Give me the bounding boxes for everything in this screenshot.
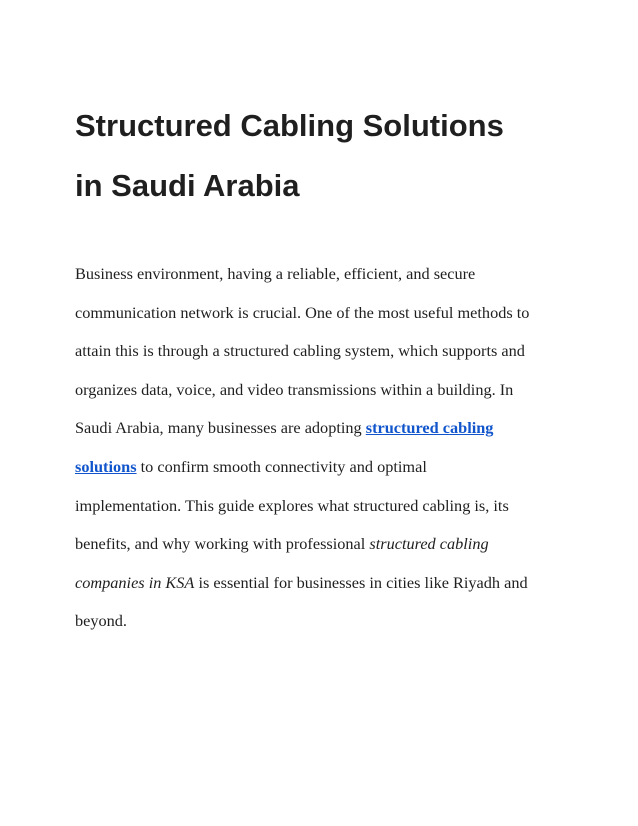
- paragraph-line: [75, 448, 595, 487]
- paragraph-line: communication network is crucial. One of the most useful methods to: [75, 302, 530, 322]
- paragraph-line: beyond.: [75, 611, 127, 631]
- paragraph-line: Business environment, having a reliable, efficient, and secure: [75, 264, 476, 283]
- structured-cabling-link-part-1[interactable]: structured cabling: [365, 418, 494, 438]
- page-title: [75, 96, 595, 216]
- title-line-1: Structured Cabling Solutions: [75, 108, 504, 143]
- title-line-2: in Saudi Arabia: [75, 168, 300, 203]
- paragraph-text: benefits, and why working with professional: [75, 534, 370, 554]
- paragraph-line: organizes data, voice, and video transmissions within a building. In: [75, 379, 514, 399]
- emphasis-text: companies in KSA: [75, 572, 195, 592]
- intro-paragraph: [75, 255, 595, 641]
- paragraph-line: [75, 525, 595, 564]
- paragraph-line: [75, 564, 595, 603]
- emphasis-text: structured cabling: [369, 534, 489, 554]
- paragraph-text: is essential for businesses in cities like Riyadh and: [194, 572, 528, 592]
- paragraph-line: attain this is through a structured cabling system, which supports and: [75, 341, 525, 361]
- paragraph-line: implementation. This guide explores what structured cabling is, its: [75, 495, 509, 515]
- paragraph-text: Saudi Arabia, many businesses are adopting: [75, 418, 366, 438]
- structured-cabling-link-part-2[interactable]: solutions: [75, 456, 137, 476]
- paragraph-text: to confirm smooth connectivity and optimal: [136, 456, 427, 476]
- paragraph-line: [75, 409, 595, 448]
